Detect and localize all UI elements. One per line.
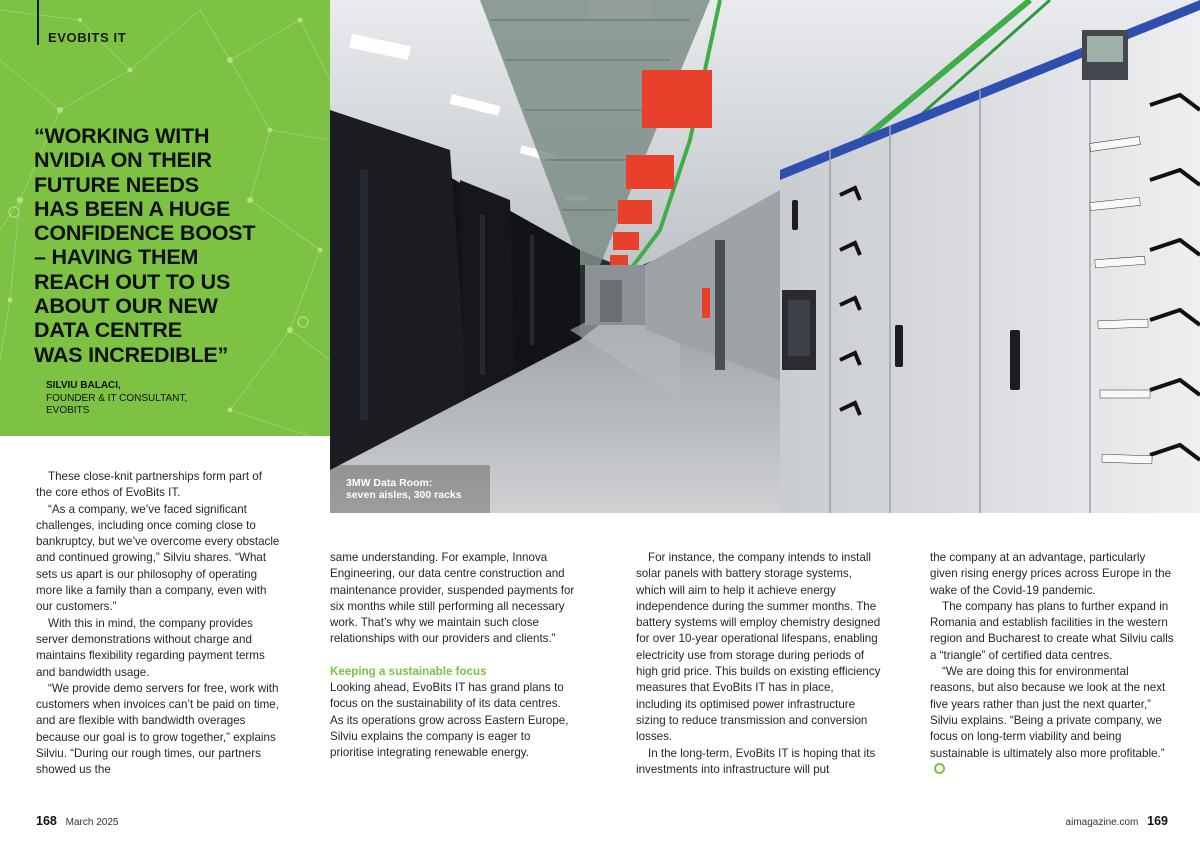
attribution-role: FOUNDER & IT CONSULTANT,: [46, 392, 188, 404]
closing-paragraph-text: “We are doing this for environmental reasons, but also because we look at the next five years rather than just the next quarter,” Silviu explains. “Being a private company, we focus on long-term viability and being sustainable is ultimately also more profitable.”: [930, 665, 1166, 760]
footer-left: [36, 814, 118, 828]
section-brand: EVOBITS IT: [48, 30, 127, 45]
caption-line-1: 3MW Data Room:: [346, 477, 433, 489]
site-url: aimagazine.com: [1065, 817, 1139, 828]
article-column-4: [930, 550, 1175, 778]
paragraph: “As a company, we’ve faced significant challenges, including once coming close to bankruptcy, but we’ve overcome every obstacle and continued growing,” Silviu shares. “What sets us apart is our philosophy of operating more like a family than a company, even with our customers.”: [36, 502, 280, 614]
page-number-left: 168: [36, 814, 57, 828]
paragraph: the company at an advantage, particularly given rising energy prices across Europe in the wake of the Covid-19 pandemic.: [930, 551, 1172, 597]
paragraph: These close-knit partnerships form part of the core ethos of EvoBits IT.: [36, 470, 262, 500]
photo-caption: [346, 477, 462, 501]
paragraph: Looking ahead, EvoBits IT has grand plans to focus on the sustainability of its data centres. As its operations grow across Eastern Europe, Silviu explains the company is eager to prioritise integrating renewable energy.: [330, 681, 569, 760]
quote-attribution: [46, 380, 306, 418]
article-column-1: [36, 469, 281, 779]
brand-rule: [37, 0, 39, 45]
end-mark-icon: [934, 763, 945, 774]
attribution-name: SILVIU BALACI,: [46, 380, 121, 391]
article-column-2: [330, 550, 575, 762]
pull-quote: “WORKING WITH NVIDIA ON THEIR FUTURE NEEDS HAS BEEN A HUGE CONFIDENCE BOOST – HAVING THEM REACH OUT TO US ABOUT OUR NEW DATA CENTRE WAS INCREDIBLE”: [34, 124, 256, 367]
paragraph: “We provide demo servers for free, work with customers when invoices can’t be paid on time, and are flexible with bandwidth overages because our goal is to grow together,” explains Silviu. “During our rough times, our partners showed us the: [36, 681, 279, 777]
data-room-illustration-icon: [330, 0, 1200, 513]
section-heading: Keeping a sustainable focus: [330, 664, 487, 678]
caption-line-2: seven aisles, 300 racks: [346, 489, 462, 501]
quote-panel: [0, 0, 330, 436]
page-number-right: 169: [1147, 814, 1168, 828]
paragraph: The company has plans to further expand in Romania and establish facilities in the western region and Bucharest to create what Silviu calls a “triangle” of certified data centres.: [930, 599, 1174, 662]
issue-date: March 2025: [65, 817, 119, 828]
paragraph: For instance, the company intends to install solar panels with battery storage systems, which will aim to help it achieve energy independence during the summer months. The battery systems will employ chemistry designed for over 10-year operational lifespans, enabling electricity use from storage during periods of high grid price. This builds on existing efficiency measures that EvoBits IT has in place, including its optimised power infrastructure sizing to reduce transmission and conversion losses.: [636, 551, 881, 744]
paragraph: In the long-term, EvoBits IT is hoping that its investments into infrastructure will put: [636, 746, 876, 776]
paragraph: [930, 664, 1175, 778]
paragraph: same understanding. For example, Innova Engineering, our data centre construction and maintenance provider, suspended payments for six months while still performing all necessary work. That’s why we maintain such close relationships with our providers and clients.”: [330, 551, 575, 646]
footer-right: [1066, 814, 1168, 828]
article-column-3: [636, 550, 881, 778]
paragraph: With this in mind, the company provides server demonstrations without charge and maintains flexibility regarding payment terms and bandwidth usage.: [36, 616, 265, 679]
data-centre-photo: [330, 0, 1200, 513]
attribution-company: EVOBITS: [46, 405, 90, 416]
